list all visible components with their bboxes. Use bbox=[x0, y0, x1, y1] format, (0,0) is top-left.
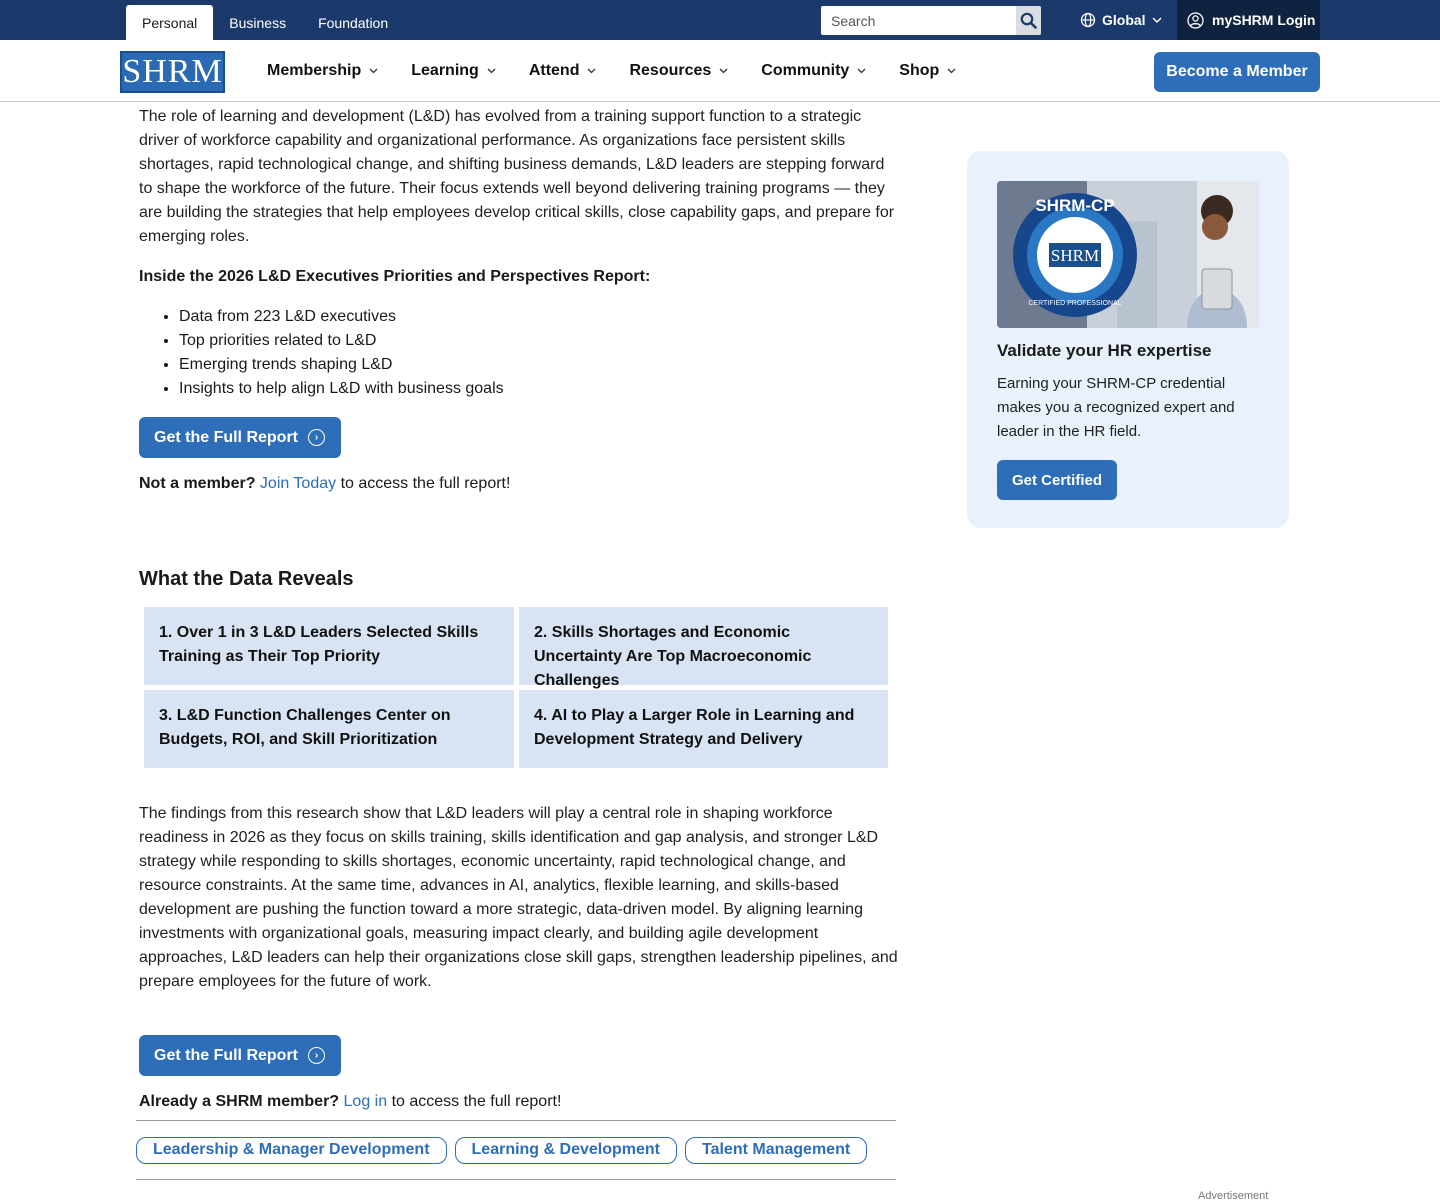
nav-label: Membership bbox=[267, 62, 362, 79]
site-tabs bbox=[126, 5, 404, 40]
main-nav bbox=[0, 40, 1440, 102]
tag-learning-development[interactable]: Learning & Development bbox=[455, 1137, 677, 1164]
nav-item-shop[interactable] bbox=[899, 62, 956, 80]
chevron-down-icon bbox=[857, 68, 866, 74]
login-label: mySHRM Login bbox=[1212, 12, 1316, 28]
nav-label: Resources bbox=[629, 62, 712, 79]
get-full-report-button[interactable] bbox=[139, 1035, 341, 1076]
article-body bbox=[139, 104, 899, 1114]
list-item: • Data from 223 L&D executives bbox=[179, 305, 899, 329]
button-label: Get the Full Report bbox=[154, 428, 298, 446]
list-item: • Emerging trends shaping L&D bbox=[179, 353, 899, 377]
nav-label: Shop bbox=[899, 62, 940, 79]
finding-card[interactable]: 3. L&D Function Challenges Center on Budgets, ROI, and Skill Prioritization bbox=[144, 690, 514, 768]
search-icon bbox=[1020, 12, 1037, 29]
tab-personal[interactable]: Personal bbox=[126, 5, 213, 40]
nav-label: Community bbox=[761, 62, 850, 79]
note-bold: Not a member? bbox=[139, 475, 256, 492]
cta-wrap-2 bbox=[139, 1035, 899, 1076]
get-certified-button[interactable]: Get Certified bbox=[997, 460, 1117, 500]
become-member-button[interactable]: Become a Member bbox=[1154, 52, 1320, 92]
nav-item-membership[interactable] bbox=[267, 62, 378, 80]
nav-menu bbox=[267, 40, 989, 102]
nav-item-attend[interactable] bbox=[529, 62, 597, 80]
advertisement-label: Advertisement bbox=[1198, 1190, 1269, 1200]
topic-tags bbox=[136, 1120, 896, 1180]
certification-promo-card bbox=[967, 151, 1289, 528]
button-label: Get the Full Report bbox=[154, 1046, 298, 1064]
report-heading: Inside the 2026 L&D Executives Priorities and Perspectives Report: bbox=[139, 268, 651, 285]
chevron-down-icon bbox=[947, 68, 956, 74]
search-input[interactable] bbox=[821, 6, 1016, 35]
search-box bbox=[821, 6, 1041, 35]
tag-leadership[interactable]: Leadership & Manager Development bbox=[136, 1137, 447, 1164]
nav-item-resources[interactable] bbox=[629, 62, 728, 80]
join-note bbox=[139, 472, 899, 496]
global-label: Global bbox=[1102, 12, 1146, 28]
chevron-down-icon bbox=[587, 68, 596, 74]
shrm-logo[interactable] bbox=[120, 51, 225, 93]
search-button[interactable] bbox=[1016, 6, 1041, 35]
nav-label: Attend bbox=[528, 62, 580, 79]
login-note bbox=[139, 1090, 899, 1114]
list-item: • Insights to help align L&D with business goals bbox=[179, 377, 899, 401]
chevron-down-icon bbox=[1152, 17, 1162, 23]
get-full-report-button[interactable] bbox=[139, 417, 341, 458]
nav-label: Learning bbox=[411, 62, 479, 79]
finding-card[interactable]: 4. AI to Play a Larger Role in Learning and Development Strategy and Delivery bbox=[519, 690, 888, 768]
join-today-link[interactable]: Join Today bbox=[259, 475, 337, 492]
promo-image bbox=[997, 181, 1259, 328]
badge-bottom-text: CERTIFIED PROFESSIONAL bbox=[1028, 300, 1122, 307]
conclusion-paragraph: The findings from this research show that L&D leaders will play a central role in shaping workforce readiness in 2026 as they focus on skills training, skills identification and gap analysis, and stronger L&D strategy while responding to skills shortages, economic uncertainty, rapid technological change, and resource constraints. At the same time, advances in AI, analytics, flexible learning, and skills-based development are pushing the function toward a more strategic, data-driven model. By aligning learning investments with organizational goals, measuring impact clearly, and building agile development approaches, L&D leaders can help their organizations close skill gaps, strengthen leadership pipelines, and prepare employees for the future of work. bbox=[139, 805, 898, 990]
chevron-right-icon: › bbox=[308, 1047, 325, 1064]
login-button[interactable] bbox=[1177, 0, 1320, 40]
tab-business[interactable]: Business bbox=[229, 14, 287, 31]
note-bold: Already a SHRM member? bbox=[139, 1093, 340, 1110]
chevron-right-icon: › bbox=[308, 429, 325, 446]
note-text: to access the full report! bbox=[340, 475, 511, 492]
nav-item-learning[interactable] bbox=[411, 62, 496, 80]
cta-wrap bbox=[139, 417, 899, 458]
findings-grid bbox=[144, 607, 899, 768]
tag-talent-management[interactable]: Talent Management bbox=[685, 1137, 867, 1164]
chevron-down-icon bbox=[719, 68, 728, 74]
list-item: • Top priorities related to L&D bbox=[179, 329, 899, 353]
chevron-down-icon bbox=[369, 68, 378, 74]
shrm-cp-badge-illustration bbox=[997, 181, 1259, 328]
user-icon bbox=[1187, 12, 1204, 29]
note-text: to access the full report! bbox=[391, 1093, 562, 1110]
finding-card[interactable]: 1. Over 1 in 3 L&D Leaders Selected Skills Training as Their Top Priority bbox=[144, 607, 514, 685]
tab-foundation[interactable]: Foundation bbox=[318, 14, 389, 31]
section-title: What the Data Reveals bbox=[139, 568, 354, 590]
globe-icon bbox=[1080, 12, 1096, 28]
global-selector[interactable] bbox=[1080, 0, 1162, 40]
badge-center-text: SHRM bbox=[1050, 246, 1100, 265]
intro-paragraph: The role of learning and development (L&D) has evolved from a training support function to a strategic driver of workforce capability and organizational performance. As organizations face persistent skills shortages, rapid technological change, and shifting business demands, L&D leaders are stepping forward to shape the workforce of the future. Their focus extends well beyond delivering training programs — they are building the strategies that help employees develop critical skills, close capability gaps, and prepare for emerging roles. bbox=[139, 108, 895, 245]
promo-text: Earning your SHRM-CP credential makes you a recognized expert and leader in the HR field. bbox=[997, 375, 1235, 440]
report-bullet-list bbox=[179, 305, 899, 401]
promo-title: Validate your HR expertise bbox=[997, 341, 1212, 360]
utility-bar bbox=[0, 0, 1440, 40]
chevron-down-icon bbox=[487, 68, 496, 74]
nav-item-community[interactable] bbox=[761, 62, 866, 80]
log-in-link[interactable]: Log in bbox=[343, 1093, 388, 1110]
logo-text: SHRM bbox=[122, 53, 223, 90]
badge-top-text: SHRM-CP bbox=[1035, 196, 1115, 215]
finding-card[interactable]: 2. Skills Shortages and Economic Uncertainty Are Top Macroeconomic Challenges bbox=[519, 607, 888, 685]
